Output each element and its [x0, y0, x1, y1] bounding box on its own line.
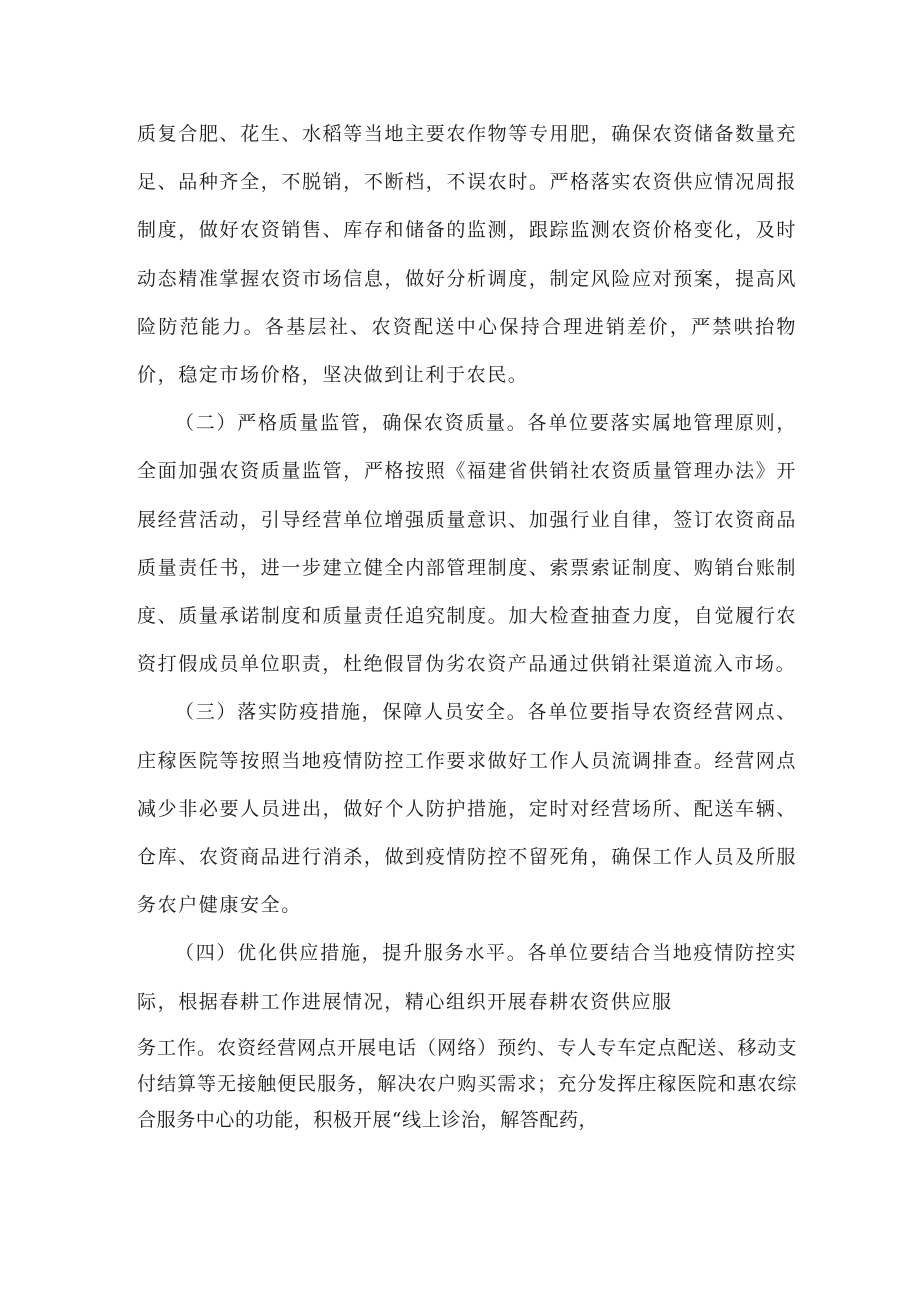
- paragraph-quality-supervision: （二）严格质量监管，确保农资质量。各单位要落实属地管理原则，全面加强农资质量监管，严格按照《福建省供销社农资质量管理办法》开展经营活动，引导经营单位增强质量意识、加强行业自律，签订农资商品质量责任书，进一步建立健全内部管理制度、索票索证制度、购销台账制度、质量承诺制度和质量责任追究制度。加大检查抽查力度，自觉履行农资打假成员单位职责，杜绝假冒伪劣农资产品通过供销社渠道流入市场。: [137, 412, 797, 676]
- paragraph-contactless-service: 务工作。农资经营网点开展电话（网络）预约、专人专车定点配送、移动支付结算等无接触便民服务，解决农户购买需求；充分发挥庄稼医院和惠农综合服务中心的功能，积极开展“线上诊治，解答配药，: [137, 1036, 797, 1131]
- document-body: [137, 110, 797, 1138]
- paragraph-supply-reserve: 质复合肥、花生、水稻等当地主要农作物等专用肥，确保农资储备数量充足、品种齐全，不脱销，不断档，不误农时。严格落实农资供应情况周报制度，做好农资销售、库存和储备的监测，跟踪监测农资价格变化，及时动态精准掌握农资市场信息，做好分析调度，制定风险应对预案，提高风险防范能力。各基层社、农资配送中心保持合理进销差价，严禁哄抬物价，稳定市场价格，坚决做到让利于农民。: [137, 123, 797, 387]
- paragraph-epidemic-prevention: （三）落实防疫措施，保障人员安全。各单位要指导农资经营网点、庄稼医院等按照当地疫情防控工作要求做好工作人员流调排查。经营网点减少非必要人员进出，做好个人防护措施，定时对经营场所、配送车辆、仓库、农资商品进行消杀，做到疫情防控不留死角，确保工作人员及所服务农户健康安全。: [137, 701, 797, 917]
- paragraph-service-optimization: （四）优化供应措施，提升服务水平。各单位要结合当地疫情防控实际，根据春耕工作进展情况，精心组织开展春耕农资供应服: [137, 942, 797, 1013]
